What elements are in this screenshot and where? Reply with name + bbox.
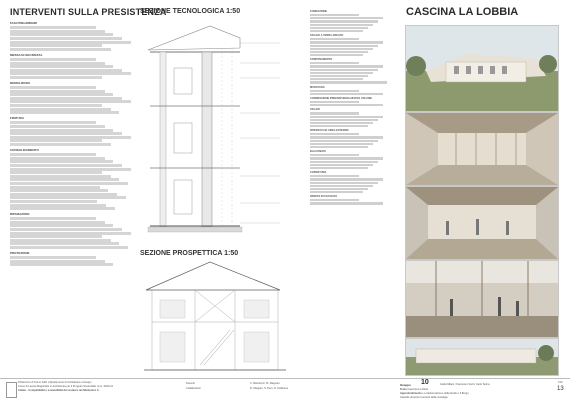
- legend-item: [310, 133, 359, 135]
- render-exterior-1: [405, 25, 559, 112]
- legend-item: [310, 161, 378, 163]
- legend-item: [310, 24, 373, 26]
- interventions-text-line: [10, 62, 105, 65]
- interventions-text-line: [10, 235, 102, 238]
- legend-group-title: FONDAZIONE: [310, 10, 328, 13]
- interventions-text-line: [10, 256, 96, 259]
- interventions-text-line: [10, 125, 105, 128]
- legend-item: [310, 185, 373, 187]
- footer-approach-line: [400, 392, 469, 395]
- interventions-text-line: [10, 132, 122, 135]
- legend-item: [310, 136, 383, 138]
- footer-atelier: Atelier - Compatibilità e sostenibilità del restauro architettonico A: [18, 389, 99, 392]
- legend-group-title: INTERFACCIA VERA-ESTERNO: [310, 129, 349, 133]
- legend-group-title: PARETE DI FACCIATA: [310, 195, 338, 199]
- interventions-text-line: [10, 143, 111, 146]
- render-interior-2: [405, 186, 559, 260]
- legend-item: [310, 182, 378, 184]
- footer-theme-line: [400, 388, 428, 391]
- interventions-text-line: [10, 69, 122, 72]
- interventions-text-line: [10, 263, 113, 266]
- legend-item: [310, 101, 359, 103]
- interventions-title: INTERVENTI SULLA PRESISTENZA: [10, 7, 167, 17]
- interventions-text-line: [10, 224, 113, 227]
- legend-item: [310, 54, 363, 56]
- interventions-text-line: [10, 186, 100, 189]
- tech-section-drawing: [140, 18, 285, 233]
- interventions-text-line: [10, 182, 128, 185]
- interventions-text: [10, 19, 133, 372]
- interventions-text-line: [10, 41, 131, 44]
- legend-item: [310, 188, 368, 190]
- tech-section-title: SEZIONE TECNOLOGICA 1:50: [140, 8, 241, 15]
- interventions-heading: DEMOLIZIONI: [10, 80, 30, 85]
- interventions-heading: MESSA IN SICUREZZA: [10, 52, 43, 57]
- legend-item: [310, 45, 378, 47]
- legend-item: [310, 191, 363, 193]
- footer-theme-label: Tema: [400, 388, 407, 391]
- interventions-heading: FINITURA: [10, 116, 24, 121]
- legend-item: [310, 81, 387, 83]
- legend-group-title: MURATURA: [310, 85, 325, 89]
- legend-group-title: SOLAIO A TERRA AREATO: [310, 34, 344, 38]
- interventions-text-line: [10, 93, 113, 96]
- interventions-heading: PROTEZIONE: [10, 251, 30, 256]
- legend-item: [310, 20, 378, 22]
- footer-approach: La trasformazione della fienile e il Borgo: [422, 392, 469, 395]
- legend-item: [310, 167, 368, 169]
- legend-item: [310, 202, 383, 204]
- interventions-text-line: [10, 72, 131, 75]
- legend-item: [310, 41, 383, 43]
- legend-item: [310, 90, 359, 92]
- interventions-heading: RIPARAZIONI: [10, 212, 30, 217]
- interventions-text-line: [10, 242, 119, 245]
- legend-item: [310, 146, 368, 148]
- legend-item: [310, 72, 373, 74]
- legend-item: [310, 65, 383, 67]
- legend-item: [310, 119, 378, 121]
- legend-group-title: COPERTURA: [310, 171, 327, 175]
- render-exterior-2: [405, 338, 559, 376]
- interventions-text-line: [10, 139, 102, 142]
- legend-item: [310, 75, 368, 77]
- legend-item: [310, 17, 383, 19]
- interventions-text-line: [10, 217, 96, 220]
- legend-item: [310, 93, 383, 95]
- footer-approach-label: Approfondimento: [400, 392, 422, 395]
- interventions-text-line: [10, 86, 96, 89]
- interventions-text-line: [10, 178, 119, 181]
- footer-collaborators-label: Collaboratori: [186, 387, 201, 390]
- legend-item: [310, 78, 363, 80]
- footer-university: Politecnico di Torino SAD | Dipartimento di Architettura e Design: [18, 381, 92, 384]
- legend-item: [310, 122, 373, 124]
- interventions-text-line: [10, 121, 96, 124]
- legend-item: [310, 140, 378, 142]
- interventions-text-line: [10, 175, 111, 178]
- interventions-text-line: [10, 204, 106, 207]
- interventions-text-line: [10, 108, 111, 111]
- footer-approach-2: Castello durante il periodo della nostalgia: [400, 396, 448, 399]
- legend-item: [310, 175, 359, 177]
- legend-group-title: TAMPONAMENTO: [310, 58, 333, 62]
- interventions-text-line: [10, 26, 96, 29]
- legend-item: [310, 104, 383, 106]
- interventions-heading: FASI PRELIMINARI: [10, 21, 38, 25]
- footer-theme: Cascina la Lobbia: [407, 388, 428, 391]
- legend-item: [310, 154, 359, 156]
- legend-item: [310, 69, 378, 71]
- legend-item: [310, 116, 383, 118]
- legend-item: [310, 27, 368, 29]
- footer-group-label: Gruppo: [400, 383, 411, 387]
- footer-table-label: TAV.: [558, 381, 564, 384]
- interventions-text-line: [10, 160, 113, 163]
- legend-column: [310, 8, 392, 373]
- render-interior-3: [405, 260, 559, 338]
- legend-group-title: SOLAIO: [310, 108, 320, 112]
- interventions-text-line: [10, 37, 122, 40]
- interventions-text-line: [10, 48, 111, 51]
- legend-item: [310, 62, 359, 64]
- interventions-text-line: [10, 157, 105, 160]
- interventions-text-line: [10, 44, 102, 47]
- interventions-text-line: [10, 76, 102, 79]
- interventions-text-line: [10, 30, 105, 33]
- legend-item: [310, 199, 359, 201]
- interventions-text-line: [10, 246, 128, 249]
- footer-teachers-label: Docenti: [186, 382, 195, 385]
- interventions-text-line: [10, 196, 126, 199]
- interventions-text-line: [10, 136, 131, 139]
- interventions-text-line: [10, 104, 102, 107]
- interventions-text-line: [10, 100, 131, 103]
- interventions-text-line: [10, 221, 105, 224]
- interventions-text-line: [10, 65, 113, 68]
- footer-students: Giulia Milani, Francesco Sordi, Carlo Spina: [440, 383, 490, 386]
- interventions-text-line: [10, 260, 105, 263]
- interventions-text-line: [10, 97, 122, 100]
- footer-table-number: 13: [557, 386, 564, 392]
- interventions-heading: CONSOLIDAMENTO: [10, 148, 39, 152]
- interventions-text-line: [10, 189, 108, 192]
- interventions-text-line: [10, 171, 102, 174]
- legend-item: [310, 125, 368, 127]
- interventions-text-line: [10, 164, 122, 167]
- legend-item: [310, 30, 363, 32]
- interventions-text-line: [10, 129, 113, 132]
- legend-item: [310, 164, 373, 166]
- interventions-text-line: [10, 168, 131, 171]
- legend-item: [310, 38, 359, 40]
- render-interior-1: [405, 112, 559, 186]
- legend-item: [310, 51, 368, 53]
- prospect-section-title: SEZIONE PROSPETTICA 1:50: [140, 250, 239, 257]
- interventions-text-line: [10, 228, 122, 231]
- footer-group-number: 10: [421, 379, 429, 386]
- legend-group-title: BALCONATA: [310, 150, 327, 154]
- legend-item: [310, 178, 383, 180]
- interventions-text-line: [10, 58, 96, 61]
- footer-collaborators: R. Margani, S. Pero, D. Dabbene: [250, 387, 289, 390]
- interventions-text-line: [10, 239, 111, 242]
- interventions-text-line: [10, 90, 105, 93]
- legend-item: [310, 143, 373, 145]
- interventions-text-line: [10, 33, 113, 36]
- legend-item: [310, 112, 359, 114]
- interventions-text-line: [10, 207, 115, 210]
- footer-teachers: C. Bartolozzi, M. Magnani: [250, 382, 280, 385]
- project-title: CASCINA LA LOBBIA: [406, 6, 519, 18]
- interventions-text-line: [10, 111, 119, 114]
- interventions-text-line: [10, 200, 97, 203]
- interventions-text-line: [10, 193, 117, 196]
- legend-item: [310, 48, 373, 50]
- university-logo: [6, 382, 17, 398]
- interventions-text-line: [10, 153, 96, 156]
- legend-group-title: CONNESSIONE PREESISTENZA-NUOVO VOLUME: [310, 96, 372, 100]
- legend-item: [310, 157, 383, 159]
- legend-item: [310, 14, 359, 16]
- prospect-section-drawing: [140, 260, 290, 372]
- footer-course: Corso di Laurea Magistrale in Architettura per il Progetto Sostenibile | A.A. 2020-21: [18, 385, 114, 388]
- interventions-text-line: [10, 232, 131, 235]
